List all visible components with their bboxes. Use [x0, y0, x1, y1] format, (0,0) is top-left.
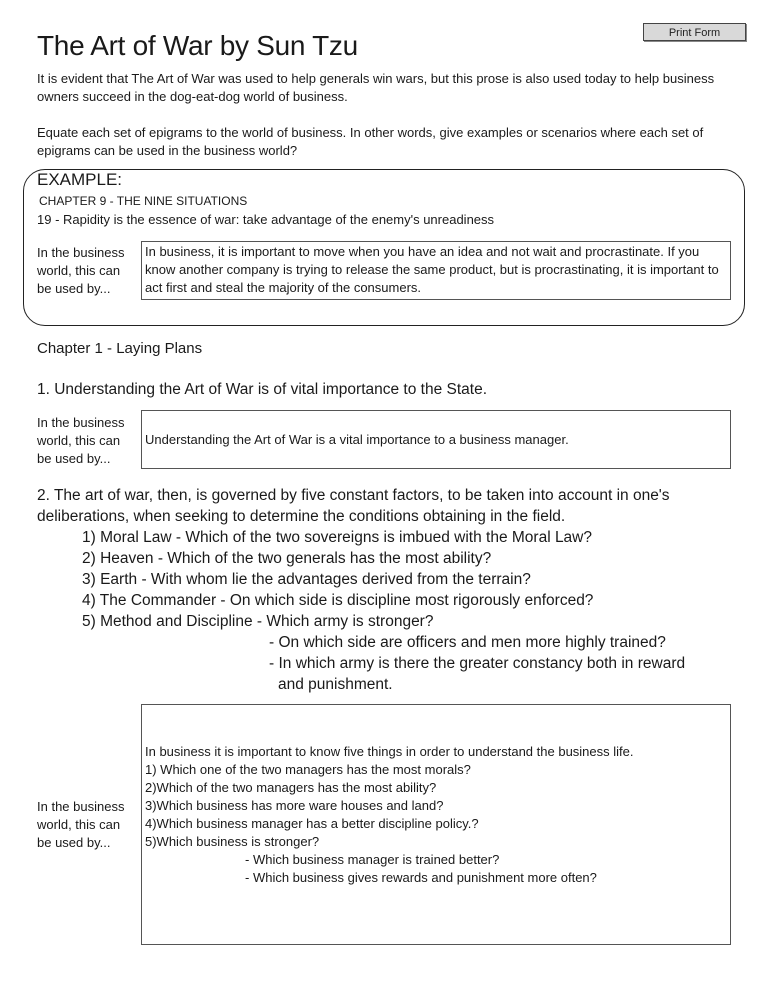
print-form-button[interactable]: Print Form: [643, 23, 746, 41]
factor-item: 3) Earth - With whom lie the advantages derived from the terrain?: [82, 571, 531, 588]
chapter1-item1: 1. Understanding the Art of War is of vital importance to the State.: [37, 381, 488, 398]
chapter1-item2: 2. The art of war, then, is governed by five constant factors, to be taken into account in one's deliberations, when seeking to determine the conditions obtaining in the field.: [37, 487, 670, 525]
sub-factor-item: - In which army is there the greater constancy both in reward: [269, 655, 686, 672]
factor-item: 5) Method and Discipline - Which army is stronger?: [82, 613, 434, 630]
factor-item: 1) Moral Law - Which of the two sovereigns is imbued with the Moral Law?: [82, 529, 592, 546]
example-heading: EXAMPLE:: [37, 170, 123, 189]
item2-answer-field[interactable]: In business it is important to know five things in order to understand the business life. 1) Which one of the two managers has the most morals? 2)Which of the two managers has the most ability? 3)Which business has more ware houses and land? 4)Which business manager has a better discipline policy.? 5)Which business is stronger? - Which business manager is trained better? - Which business gives rewards and punishment more often?: [141, 704, 731, 945]
item2-used-label: In the business world, this can be used by...: [37, 799, 125, 850]
example-answer-field[interactable]: In business, it is important to move when you have an idea and not wait and procrastinate. If you know another company is trying to release the same product, but is procrastinating, it is important to act first and steal the majority of the consumers.: [141, 241, 731, 300]
example-used-label: In the business world, this can be used by...: [37, 245, 125, 296]
sub-factor-item: and punishment.: [278, 676, 393, 693]
sub-factor-item: - On which side are officers and men more highly trained?: [269, 634, 666, 651]
example-chapter: CHAPTER 9 - THE NINE SITUATIONS: [39, 194, 248, 208]
instructions-paragraph: Equate each set of epigrams to the world of business. In other words, give examples or scenarios where each set of epigrams can be used in the business world?: [37, 125, 704, 158]
item1-used-label: In the business world, this can be used by...: [37, 415, 125, 466]
item1-answer-field[interactable]: Understanding the Art of War is a vital importance to a business manager.: [141, 410, 731, 469]
example-epigram: 19 - Rapidity is the essence of war: take advantage of the enemy's unreadiness: [37, 212, 495, 227]
sub-factor-list: [269, 632, 685, 695]
page-title: The Art of War by Sun Tzu: [37, 30, 358, 61]
factor-item: 4) The Commander - On which side is discipline most rigorously enforced?: [82, 592, 594, 609]
factor-item: 2) Heaven - Which of the two generals has the most ability?: [82, 550, 492, 567]
chapter1-heading: Chapter 1 - Laying Plans: [37, 340, 203, 357]
intro-paragraph: It is evident that The Art of War was used to help generals win wars, but this prose is also used today to help business owners succeed in the dog-eat-dog world of business.: [37, 71, 715, 104]
factor-list: [82, 527, 593, 632]
